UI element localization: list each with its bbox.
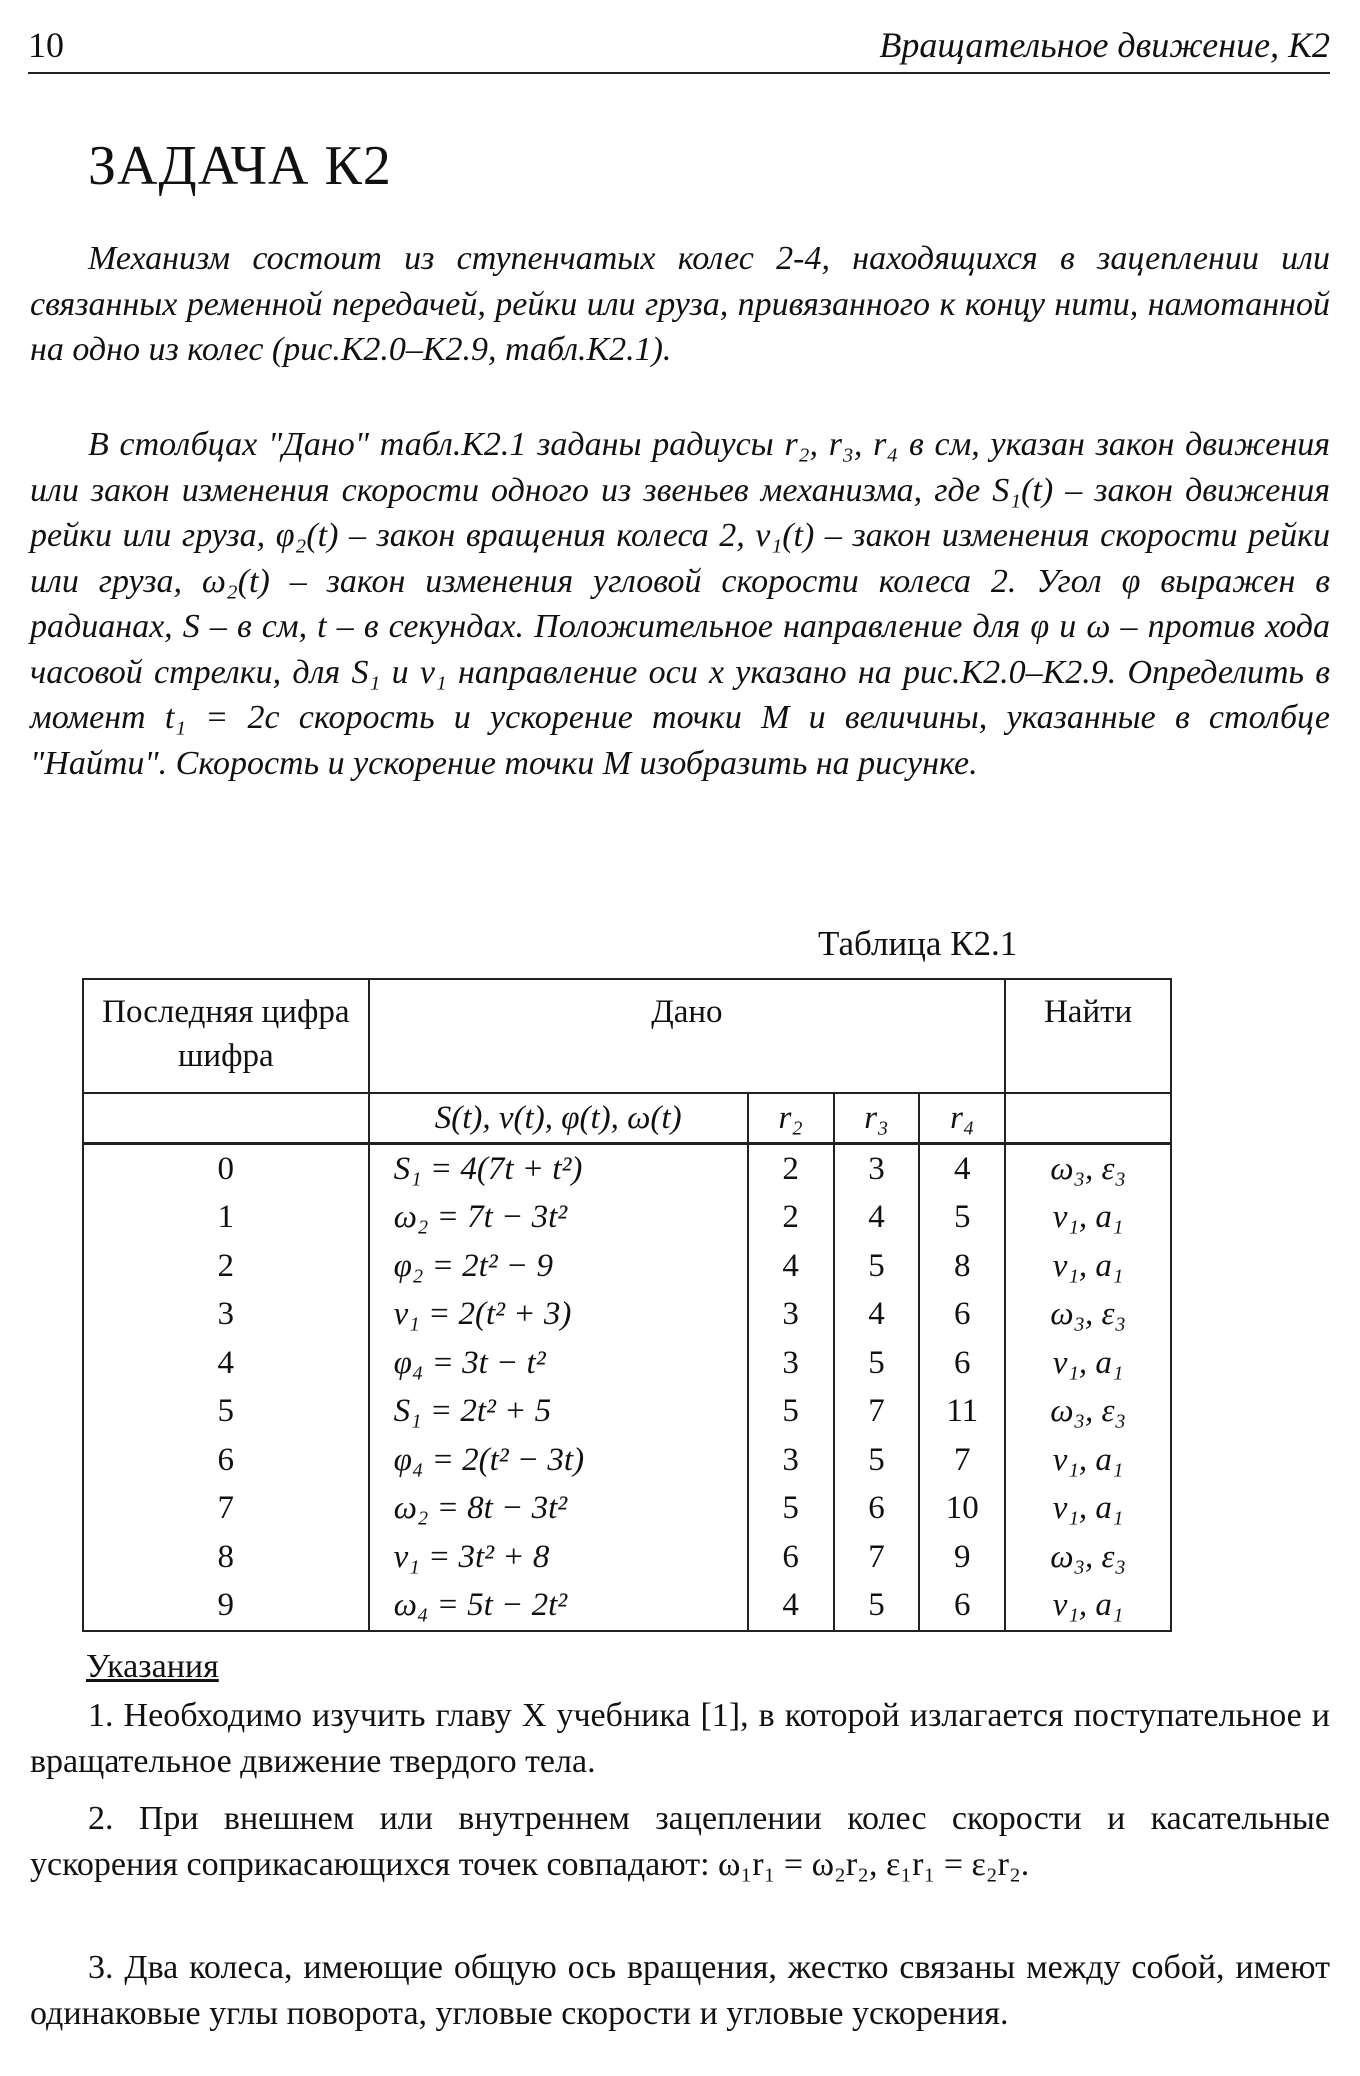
cell-law: v₁ = 2(t² + 3): [369, 1291, 748, 1340]
subheader-empty: [83, 1093, 369, 1144]
cell-digit: 5: [83, 1388, 369, 1437]
table-row: [83, 1533, 1171, 1582]
instructions-heading: Указания: [86, 1648, 219, 1685]
table-caption: Таблица К2.1: [818, 924, 1018, 963]
header-given: Дано: [369, 979, 1006, 1093]
cell-find: v₁, a₁: [1005, 1485, 1171, 1534]
cell-r4: 6: [919, 1582, 1005, 1632]
cell-digit: 2: [83, 1242, 369, 1291]
problem-title: ЗАДАЧА К2: [88, 135, 392, 197]
cell-law: S₁ = 4(7t + t²): [369, 1144, 748, 1194]
cell-digit: 7: [83, 1485, 369, 1534]
table-row: [83, 1436, 1171, 1485]
cell-r4: 6: [919, 1339, 1005, 1388]
cell-find: ω₃, ε₃: [1005, 1388, 1171, 1437]
cell-digit: 4: [83, 1339, 369, 1388]
cell-law: φ₄ = 3t − t²: [369, 1339, 748, 1388]
cell-r4: 8: [919, 1242, 1005, 1291]
cell-find: ω₃, ε₃: [1005, 1291, 1171, 1340]
cell-r3: 5: [834, 1242, 920, 1291]
cell-r2: 2: [748, 1194, 834, 1243]
cell-find: ω₃, ε₃: [1005, 1533, 1171, 1582]
subheader-r2: r₂: [748, 1093, 834, 1144]
cell-law: ω₂ = 7t − 3t²: [369, 1194, 748, 1243]
cell-r3: 4: [834, 1194, 920, 1243]
cell-r3: 3: [834, 1144, 920, 1194]
paragraph-intro: Механизм состоит из ступенчатых колес 2-4, находящихся в зацеплении или связанных ременной передачей, рейки или груза, привязанного к концу нити, намотанной на одно из колес (рис.К2.0–К2.9, табл.К2.1).: [30, 240, 1330, 368]
cell-r2: 3: [748, 1291, 834, 1340]
cell-digit: 3: [83, 1291, 369, 1340]
cell-r3: 5: [834, 1339, 920, 1388]
subheader-r4: r₄: [919, 1093, 1005, 1144]
cell-digit: 9: [83, 1582, 369, 1632]
page-number: 10: [28, 25, 64, 65]
cell-find: v₁, a₁: [1005, 1194, 1171, 1243]
cell-r3: 5: [834, 1582, 920, 1632]
cell-find: v₁, a₁: [1005, 1339, 1171, 1388]
table-row: [83, 1291, 1171, 1340]
table-row: [83, 1339, 1171, 1388]
cell-r4: 4: [919, 1144, 1005, 1194]
cell-r4: 7: [919, 1436, 1005, 1485]
cell-law: v₁ = 3t² + 8: [369, 1533, 748, 1582]
cell-r4: 5: [919, 1194, 1005, 1243]
cell-law: S₁ = 2t² + 5: [369, 1388, 748, 1437]
cell-r4: 11: [919, 1388, 1005, 1437]
cell-digit: 6: [83, 1436, 369, 1485]
cell-r2: 5: [748, 1485, 834, 1534]
cell-r2: 3: [748, 1339, 834, 1388]
instruction-item-1: 1. Необходимо изучить главу X учебника [1], в которой излагается поступательное и вращательное движение твердого тела.: [30, 1697, 1330, 1780]
cell-r3: 7: [834, 1388, 920, 1437]
cell-r4: 9: [919, 1533, 1005, 1582]
running-title: Вращательное движение, К2: [879, 25, 1330, 65]
cell-r3: 5: [834, 1436, 920, 1485]
cell-digit: 0: [83, 1144, 369, 1194]
paragraph-conditions: В столбцах "Дано" табл.К2.1 заданы радиусы r₂, r₃, r₄ в см, указан закон движения или закон изменения скорости одного из звеньев механизма, где S₁(t) – закон движения рейки или груза, φ₂(t) – закон вращения колеса 2, v₁(t) – закон изменения скорости рейки или груза, ω₂(t) – закон изменения угловой скорости колеса 2. Угол φ выражен в радианах, S – в см, t – в секундах. Положительное направление для φ и ω – против хода часовой стрелки, для S₁ и v₁ направление оси x указано на рис.К2.0–К2.9. Определить в момент t₁ = 2с скорость и ускорение точки M и величины, указанные в столбце "Найти". Скорость и ускорение точки M изобразить на рисунке.: [30, 426, 1330, 782]
header-last-digit: Последняя цифра шифра: [83, 979, 369, 1093]
instruction-item-2: 2. При внешнем или внутреннем зацеплении колес скорости и касательные ускорения соприкасающихся точек совпадают: ω₁r₁ = ω₂r₂, ε₁r₁ = ε₂r₂.: [30, 1800, 1330, 1883]
cell-r3: 4: [834, 1291, 920, 1340]
page-header: [28, 20, 1330, 74]
cell-law: φ₂ = 2t² − 9: [369, 1242, 748, 1291]
table-row: [83, 1388, 1171, 1437]
cell-r3: 6: [834, 1485, 920, 1534]
cell-r2: 5: [748, 1388, 834, 1437]
cell-law: φ₄ = 2(t² − 3t): [369, 1436, 748, 1485]
data-table: [82, 978, 1172, 1632]
cell-r2: 4: [748, 1242, 834, 1291]
table-row: [83, 1144, 1171, 1194]
cell-r2: 4: [748, 1582, 834, 1632]
table-row: [83, 1582, 1171, 1632]
cell-r3: 7: [834, 1533, 920, 1582]
cell-r2: 3: [748, 1436, 834, 1485]
cell-digit: 1: [83, 1194, 369, 1243]
cell-r4: 6: [919, 1291, 1005, 1340]
subheader-r3: r₃: [834, 1093, 920, 1144]
header-find: Найти: [1005, 979, 1171, 1093]
table-row: [83, 1485, 1171, 1534]
cell-digit: 8: [83, 1533, 369, 1582]
cell-law: ω₂ = 8t − 3t²: [369, 1485, 748, 1534]
subheader-law: S(t), v(t), φ(t), ω(t): [369, 1093, 748, 1144]
cell-r2: 6: [748, 1533, 834, 1582]
table-row: [83, 1194, 1171, 1243]
cell-find: v₁, a₁: [1005, 1582, 1171, 1632]
cell-find: ω₃, ε₃: [1005, 1144, 1171, 1194]
subheader-find-empty: [1005, 1093, 1171, 1144]
cell-find: v₁, a₁: [1005, 1436, 1171, 1485]
cell-find: v₁, a₁: [1005, 1242, 1171, 1291]
table-row: [83, 1242, 1171, 1291]
instruction-item-3: 3. Два колеса, имеющие общую ось вращения, жестко связаны между собой, имеют одинаковые углы поворота, угловые скорости и угловые ускорения.: [30, 1949, 1330, 2032]
cell-r2: 2: [748, 1144, 834, 1194]
cell-r4: 10: [919, 1485, 1005, 1534]
cell-law: ω₄ = 5t − 2t²: [369, 1582, 748, 1632]
